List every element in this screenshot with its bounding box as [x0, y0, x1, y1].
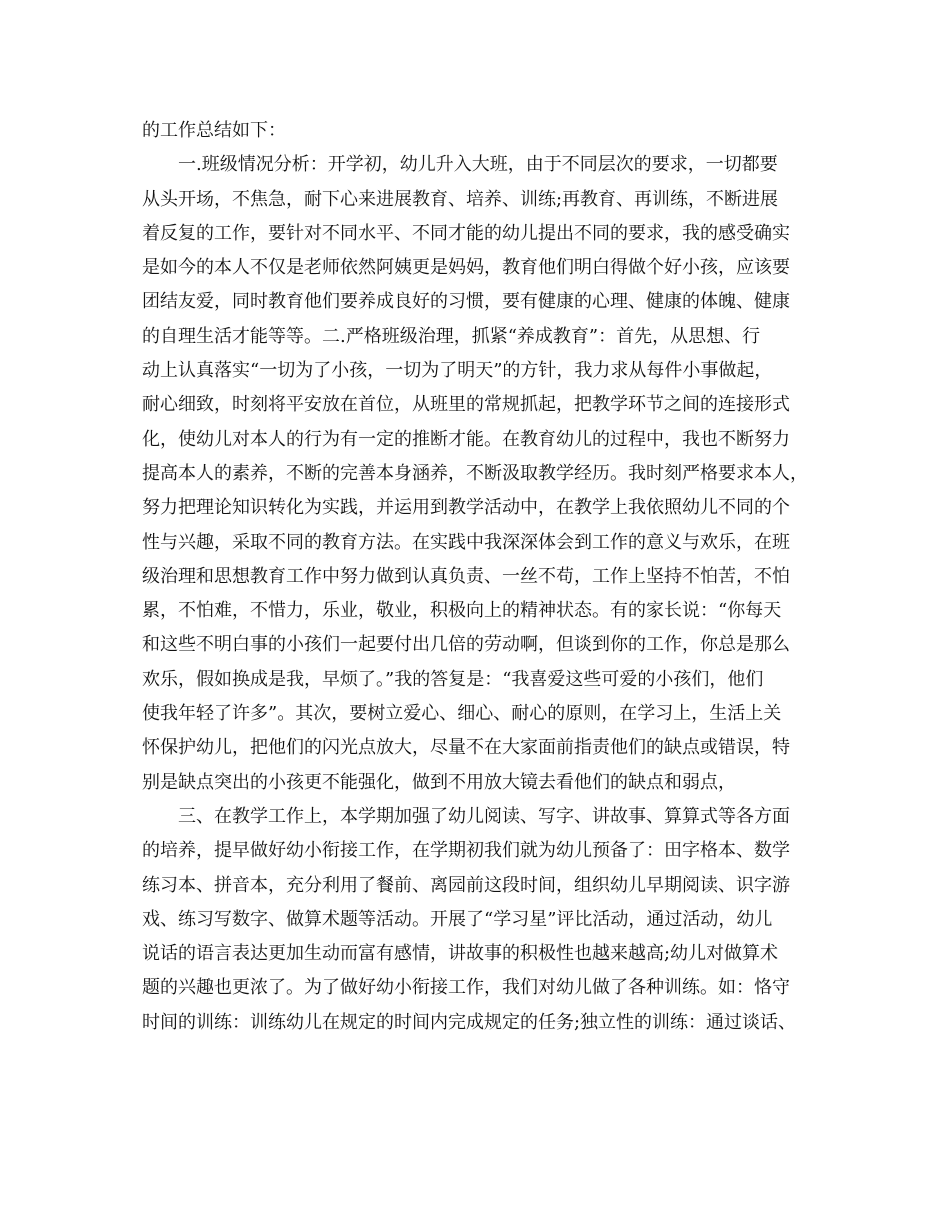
- text-line: 级治理和思想教育工作中努力做到认真负责、一丝不苟，工作上坚持不怕苦，不怕: [142, 565, 790, 587]
- text-line: 的自理生活才能等等。二.严格班级治理，抓紧“养成教育”：首先，从思想、行: [142, 325, 761, 347]
- text-line: 练习本、拼音本，充分利用了餐前、离园前这段时间，组织幼儿早期阅读、识字游: [142, 874, 790, 896]
- text-line: 三、在教学工作上，本学期加强了幼儿阅读、写字、讲故事、算算式等各方面: [178, 805, 790, 827]
- text-line: 怀保护幼儿，把他们的闪光点放大，尽量不在大家面前指责他们的缺点或错误，特: [142, 737, 790, 759]
- text-line: 团结友爱，同时教育他们要养成良好的习惯，要有健康的心理、健康的体魄、健康: [142, 291, 790, 313]
- text-line: 说话的语言表达更加生动而富有感情，讲故事的积极性也越来越高;幼儿对做算术: [142, 943, 779, 965]
- text-line: 耐心细致，时刻将平安放在首位，从班里的常规抓起，把教学环节之间的连接形式: [142, 394, 790, 416]
- text-line: 努力把理论知识转化为实践，并运用到教学活动中，在教学上我依照幼儿不同的个: [142, 497, 790, 519]
- text-line: 一.班级情况分析：开学初，幼儿升入大班，由于不同层次的要求，一切都要: [178, 154, 778, 176]
- document-body: [142, 114, 814, 1040]
- text-line: 化，使幼儿对本人的行为有一定的推断才能。在教育幼儿的过程中，我也不断努力: [142, 428, 790, 450]
- text-line: 的工作总结如下：: [142, 120, 286, 141]
- text-line: 戏、练习写数字、做算术题等活动。开展了“学习星”评比活动，通过活动，幼儿: [142, 908, 773, 930]
- text-line: 欢乐，假如换成是我，早烦了。”我的答复是：“我喜爱这些可爱的小孩们，他们: [142, 668, 764, 690]
- text-line: 的培养，提早做好幼小衔接工作，在学期初我们就为幼儿预备了：田字格本、数学: [142, 840, 790, 862]
- text-line: 别是缺点突出的小孩更不能强化，做到不用放大镜去看他们的缺点和弱点，: [142, 771, 736, 793]
- text-line: 从头开场，不焦急，耐下心来进展教育、培养、训练;再教育、再训练，不断进展: [142, 188, 779, 210]
- text-line: 提高本人的素养，不断的完善本身涵养，不断汲取教学经历。我时刻严格要求本人，: [142, 462, 808, 484]
- text-line: 动上认真落实“一切为了小孩，一切为了明天”的方针，我力求从每件小事做起，: [142, 360, 773, 382]
- text-line: 使我年轻了许多”。其次，要树立爱心、细心、耐心的原则，在学习上，生活上关: [142, 703, 782, 725]
- text-line: 时间的训练：训练幼儿在规定的时间内完成规定的任务;独立性的训练：通过谈话、: [142, 1011, 797, 1033]
- text-line: 题的兴趣也更浓了。为了做好幼小衔接工作，我们对幼儿做了各种训练。如：恪守: [142, 977, 790, 999]
- text-line: 性与兴趣，采取不同的教育方法。在实践中我深深体会到工作的意义与欢乐，在班: [142, 531, 790, 553]
- text-line: 和这些不明白事的小孩们一起要付出几倍的劳动啊，但谈到你的工作，你总是那么: [142, 634, 790, 656]
- text-line: 着反复的工作，要针对不同水平、不同才能的幼儿提出不同的要求，我的感受确实: [142, 222, 790, 244]
- text-line: 是如今的本人不仅是老师依然阿姨更是妈妈，教育他们明白得做个好小孩，应该要: [142, 257, 790, 279]
- text-line: 累，不怕难，不惜力，乐业，敬业，积极向上的精神状态。有的家长说：“你每天: [142, 600, 782, 622]
